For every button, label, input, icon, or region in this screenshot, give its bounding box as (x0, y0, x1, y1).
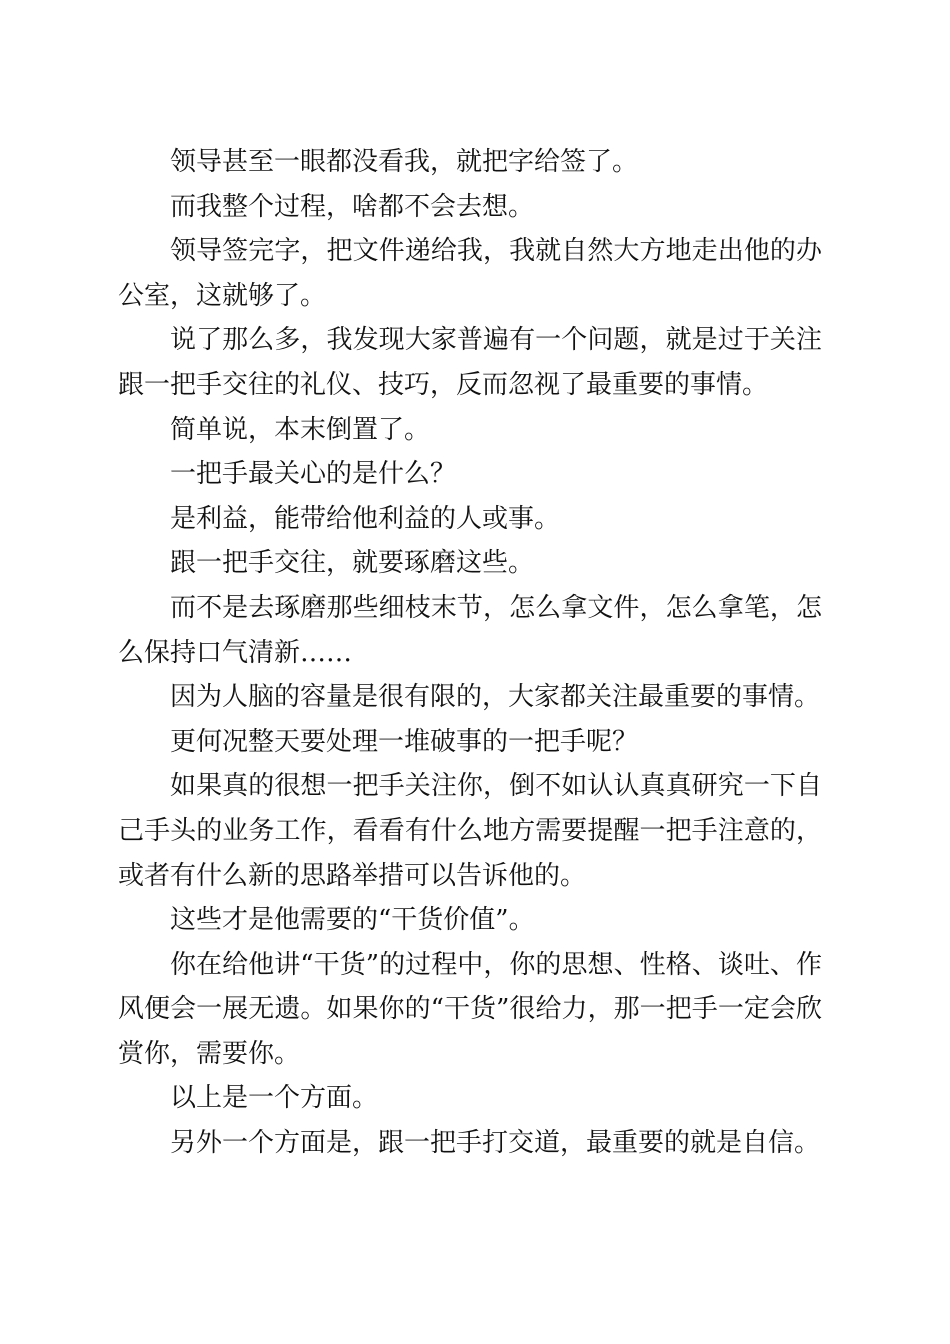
paragraph: 一把手最关心的是什么？ (170, 459, 457, 490)
paragraph: 更何况整天要处理一堆破事的一把手呢？ (170, 726, 639, 757)
paragraph: 领导甚至一眼都没看我，就把字给签了。 (170, 147, 639, 177)
paragraph: 因为人脑的容量是很有限的，大家都关注最重要的事情。 (170, 682, 821, 713)
paragraph: 如果真的很想一把手关注你，倒不如认认真真研究一下自己手头的业务工作，看看有什么地方需要提醒一把手注意的，或者有什么新的思路举措可以告诉他的。 (118, 771, 822, 891)
paragraph: 说了那么多，我发现大家普遍有一个问题，就是过于关注跟一把手交往的礼仪、技巧，反而忽视了最重要的事情。 (118, 325, 822, 400)
paragraph: 简单说，本末倒置了。 (170, 414, 431, 445)
paragraph: 而不是去琢磨那些细枝末节，怎么拿文件，怎么拿笔，怎么保持口气清新…… (118, 592, 822, 668)
paragraph: 另外一个方面是，跟一把手打交道，最重要的就是自信。 (170, 1128, 821, 1159)
paragraph: 是利益，能带给他利益的人或事。 (170, 503, 561, 534)
paragraph: 领导签完字，把文件递给我，我就自然大方地走出他的办公室，这就够了。 (118, 236, 822, 311)
document-body (118, 140, 822, 1166)
paragraph: 你在给他讲“干货”的过程中，你的思想、性格、谈吐、作风便会一展无遗。如果你的“干货”很给力，那一把手一定会欣赏你，需要你。 (118, 949, 822, 1069)
paragraph: 这些才是他需要的“干货价值”。 (170, 905, 535, 936)
paragraph: 而我整个过程，啥都不会去想。 (170, 191, 535, 222)
paragraph: 以上是一个方面。 (170, 1083, 379, 1114)
paragraph: 跟一把手交往，就要琢磨这些。 (170, 548, 535, 579)
